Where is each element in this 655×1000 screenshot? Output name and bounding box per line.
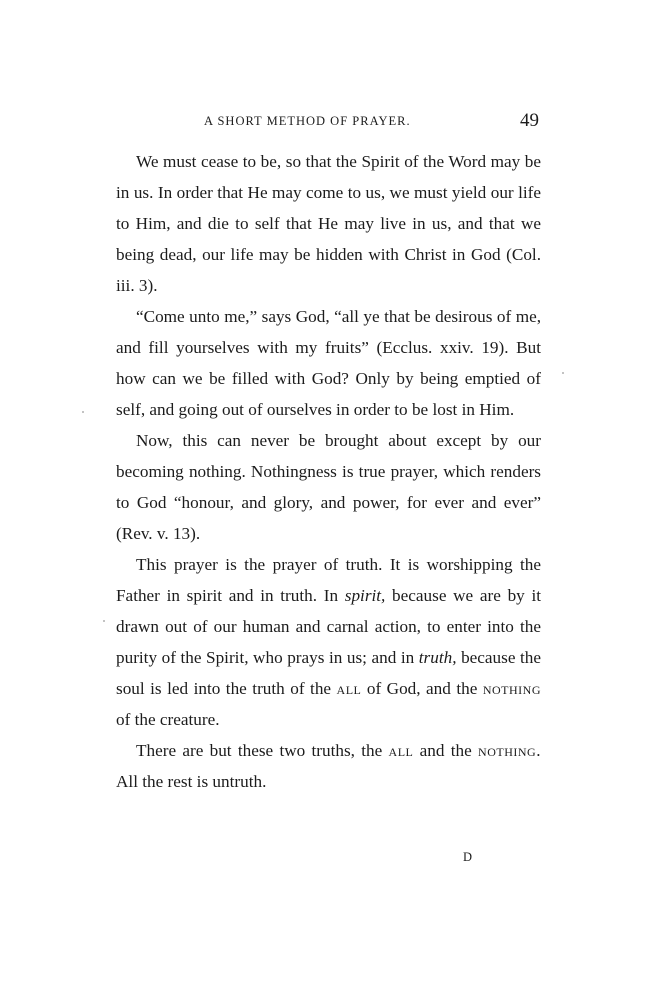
running-title: A SHORT METHOD OF PRAYER. (204, 114, 411, 128)
small-caps-all: all (388, 741, 414, 760)
italic-word-truth: truth, (418, 648, 457, 667)
paragraph-text: There are but these two truths, the (136, 741, 389, 760)
paragraph-4 (116, 549, 541, 735)
italic-word-spirit: spirit, (344, 586, 386, 605)
paper-speck (562, 372, 564, 374)
page-number: 49 (520, 110, 539, 131)
paragraph-text: This prayer is the prayer of truth. It is worshipping the Father in spirit and in truth. In (116, 555, 541, 605)
paragraph-text: All the rest is untruth. (116, 772, 267, 791)
paragraph-5 (116, 735, 541, 797)
small-caps-all: all (336, 679, 362, 698)
paragraph-text: of God, and the (361, 679, 483, 698)
small-caps-nothing: nothing (482, 679, 541, 698)
paragraph-text: “Come unto me,” says God, “all ye that be desirous of me, and fill yourselves with my fruits” (Ecclus. xxiv. 19). But how can we be filled with God? Only by being emptied of self, and going out of ourselves in order to be lost in Him. (116, 307, 541, 419)
small-caps-nothing: nothing. (478, 741, 541, 760)
paragraph-text: and the (413, 741, 479, 760)
paragraph-1 (116, 146, 541, 301)
paragraph-2 (116, 301, 541, 425)
paragraph-text: Now, this can never be brought about except by our becoming nothing. Nothingness is true prayer, which renders to God “honour, and glory, and power, for ever and ever” (Rev. v. 13). (116, 431, 541, 543)
body-text (116, 146, 541, 797)
paper-speck (82, 411, 84, 413)
paragraph-3 (116, 425, 541, 549)
paragraph-text: because we are by it drawn out of our human and carnal action, to enter into the purity of the Spirit, who prays in us; and in (116, 586, 541, 667)
paragraph-text: of the creature. (116, 710, 220, 729)
paper-speck (103, 620, 105, 622)
paragraph-text: We must cease to be, so that the Spirit of the Word may be in us. In order that He may come to us, we must yield our life to Him, and die to self that He may live in us, and that we being dead, our life may be hidden with Christ in God (Col. iii. 3). (116, 152, 541, 295)
running-head (116, 112, 541, 136)
paragraph-text: because the soul is led into the truth of the (116, 648, 541, 698)
signature-mark: D (463, 850, 474, 864)
